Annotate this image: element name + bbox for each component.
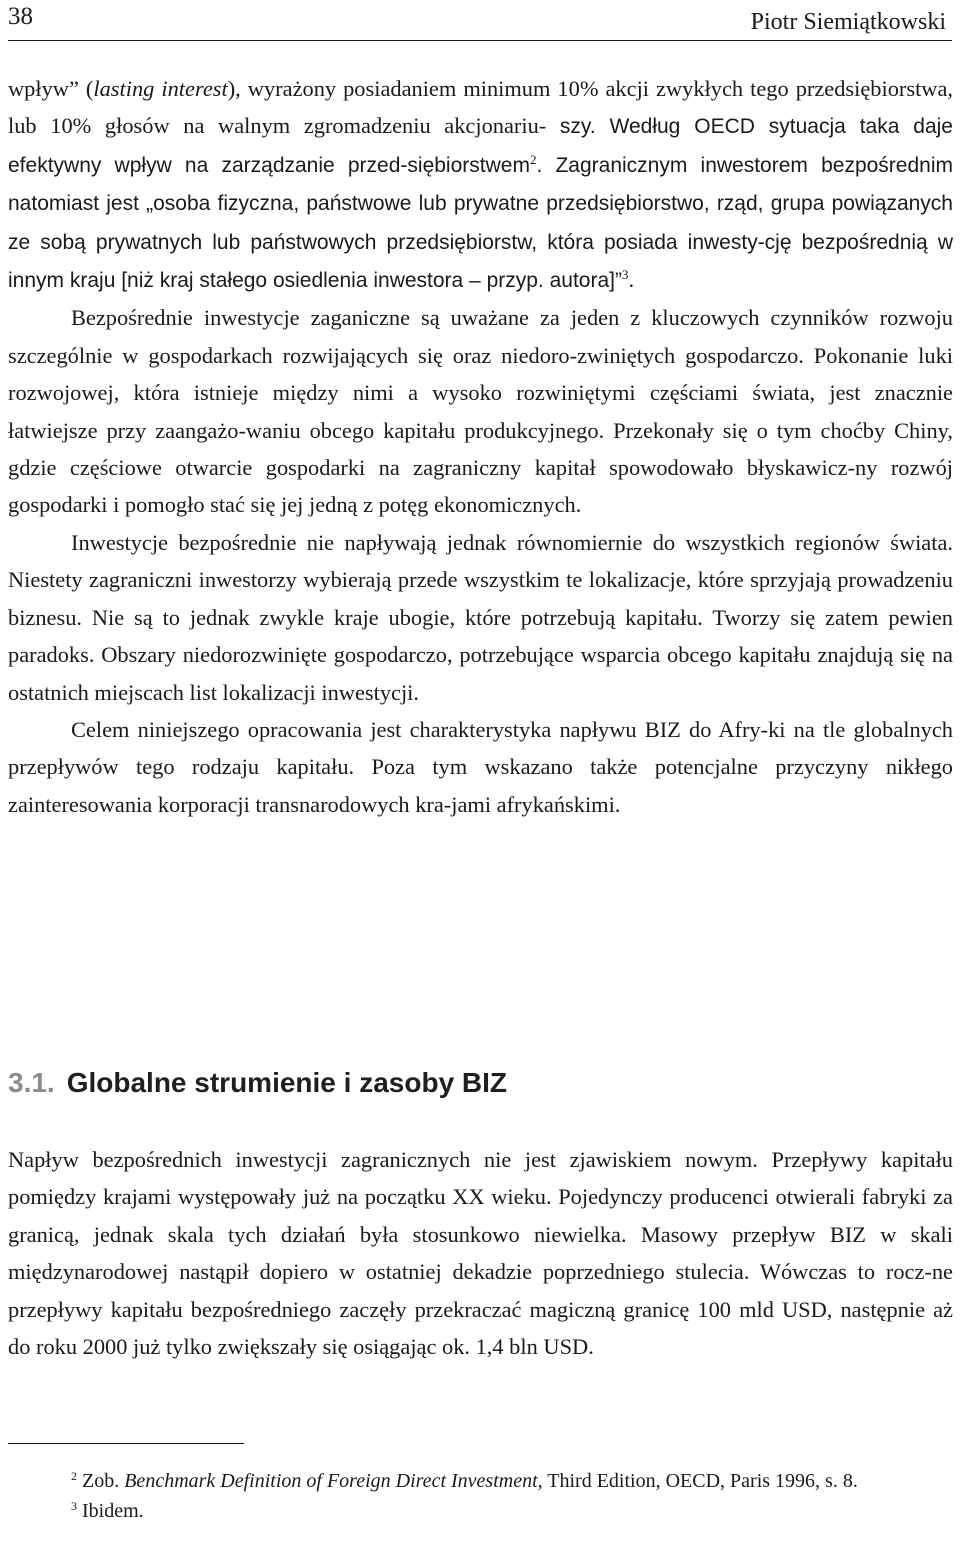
section-heading [8, 1063, 507, 1103]
text-run: . [628, 267, 635, 293]
text-run: . Zagranicznym inwestorem bezpośrednim natomiast jest „osoba fizyczna, państwowe lub prywatne przedsiębiorstwo, rząd, grupa powiązanych ze sobą prywatnych lub państwowych przedsiębiorstw, która posiada inwesty-cję bezpośrednią w innym kraju [niż kraj stałego osiedlenia inwestora – przyp. autora]” [8, 153, 953, 293]
text-run: wpływ” ( [8, 76, 94, 101]
footnote-text: Zob. [82, 1470, 125, 1492]
section-body-text [8, 1141, 953, 1365]
text-run: szy. Według OECD sytuacja taka daje efektywny wpływ na zarządzanie przed-siębiorstwem [8, 115, 953, 177]
footnote-text: , Third Edition, OECD, Paris 1996, s. 8. [537, 1470, 858, 1492]
page-number: 38 [8, 3, 33, 30]
footnote-divider [8, 1443, 244, 1444]
italic-term: lasting interest [93, 76, 228, 101]
footnotes [8, 1466, 953, 1526]
paragraph-3: Inwestycje bezpośrednie nie napływają jednak równomiernie do wszystkich regionów świata. Niestety zagraniczni inwestorzy wybierają przede wszystkim te lokalizacje, które sprzyjają prowadzeniu biznesu. Nie są to jednak zwykle kraje ubogie, które potrzebują kapitału. Tworzy się zatem pewien paradoks. Obszary niedorozwinięte gospodarczo, potrzebujące wsparcia obcego kapitału znajdują się na ostatnich miejscach list lokalizacji inwestycji. [8, 529, 953, 705]
section-number: 3.1. [8, 1067, 55, 1098]
section-title: Globalne strumienie i zasoby BIZ [66, 1067, 508, 1098]
footnote-text: Ibidem. [82, 1500, 144, 1522]
footnote-mark: 2 [71, 1469, 77, 1483]
section-paragraph-1: Napływ bezpośrednich inwestycji zagranicznych nie jest zjawiskiem nowym. Przepływy kapitału pomiędzy krajami występowały już na początku XX wieku. Pojedynczy producenci otwierali fabryki za granicą, jednak skala tych działań była stosunkowo niewielka. Masowy przepływ BIZ w skali międzynarodowej nastąpił dopiero w ostatniej dekadzie poprzedniego stulecia. Wówczas to rocz-ne przepływy kapitału bezpośredniego zaczęły przekraczać magiczną granicę 100 mld USD, następnie aż do roku 2000 już tylko zwiększały się osiągając ok. 1,4 bln USD. [8, 1147, 953, 1360]
running-head: Piotr Siemiątkowski [750, 9, 946, 35]
footnote-ref-2[interactable]: 2 [529, 151, 537, 167]
body-text [8, 70, 953, 823]
paragraph-2: Bezpośrednie inwestycje zaganiczne są uważane za jeden z kluczowych czynników rozwoju szczególnie w gospodarkach rozwijających się oraz niedoro-zwiniętych gospodarczo. Pokonanie luki rozwojowej, która istnieje między nimi a wysoko rozwiniętymi częściami świata, jest znacznie łatwiejsze przy zaangażo-waniu obcego kapitału produkcyjnego. Przekonały się o tym choćby Chiny, gdzie częściowe otwarcie gospodarki na zagraniczny kapitał spowodowało błyskawicz-ny rozwój gospodarki i pomogło stać się jej jedną z potęg ekonomicznych. [8, 305, 953, 518]
paragraph-4: Celem niniejszego opracowania jest charakterystyka napływu BIZ do Afry-ki na tle globalnych przepływów tego rodzaju kapitału. Poza tym wskazano także potencjalne przyczyny nikłego zainteresowania korporacji transnarodowych kra-jami afrykańskimi. [8, 716, 953, 817]
text-run: ), wyrażony posiadaniem minimum 10% akcji zwykłych tego przedsiębiorstwa, lub 10% głosów na walnym zgromadzeniu akcjonariu- [8, 76, 954, 139]
page-header [8, 0, 952, 41]
footnote-title: Benchmark Definition of Foreign Direct Investment [124, 1470, 538, 1492]
footnote-2 [8, 1466, 953, 1496]
footnote-3 [8, 1496, 953, 1526]
footnote-mark: 3 [71, 1499, 77, 1513]
footnote-ref-3[interactable]: 3 [621, 267, 629, 283]
paragraph-1 [8, 70, 953, 299]
